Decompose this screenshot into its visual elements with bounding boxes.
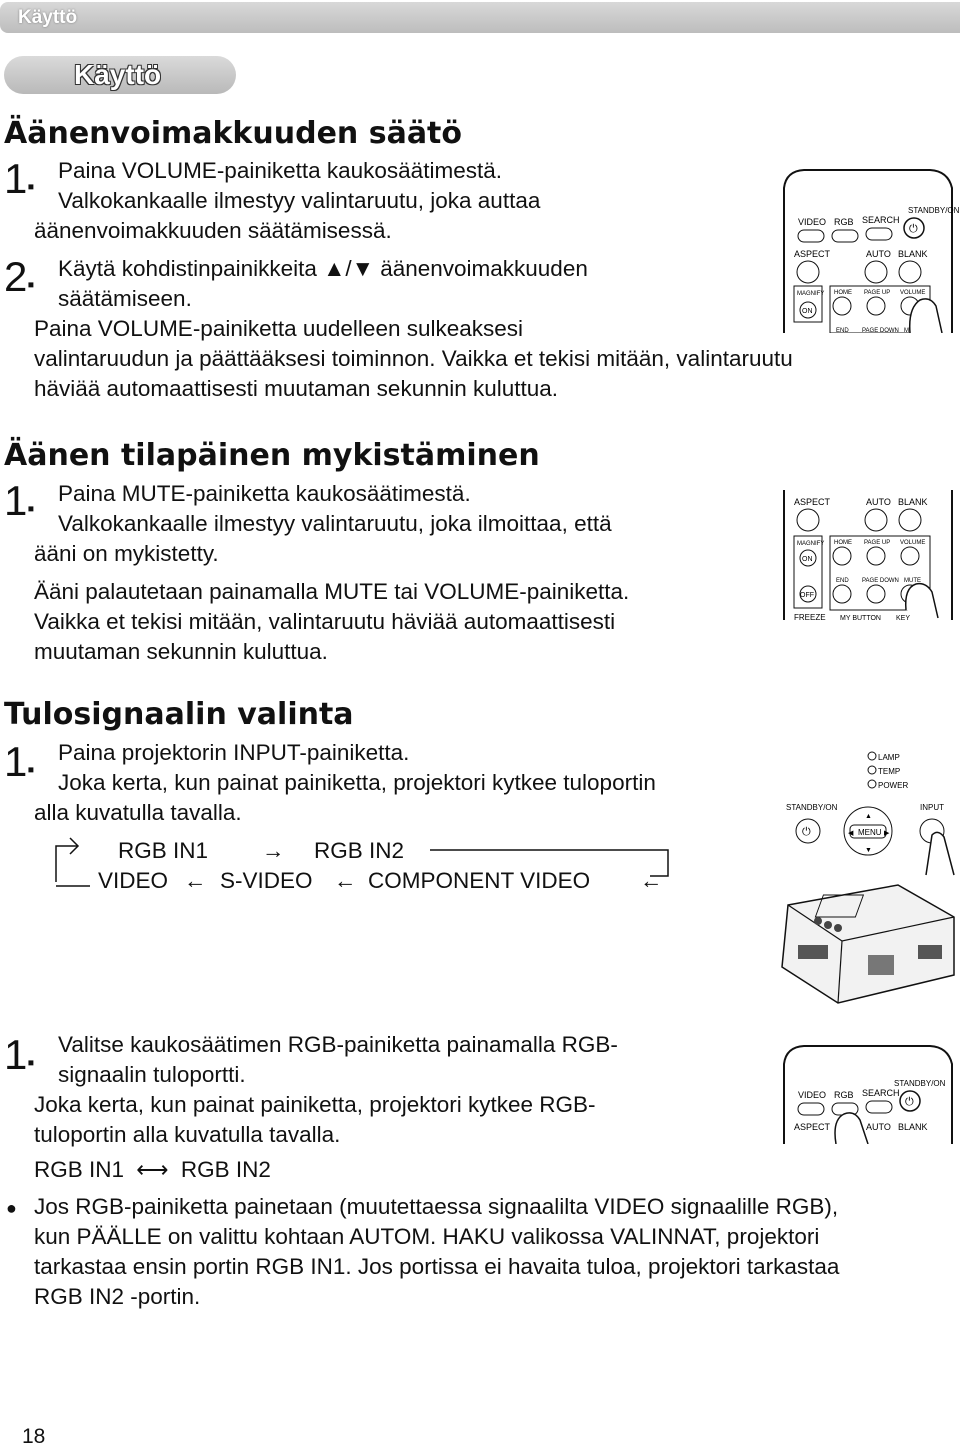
section-title-mute: Äänen tilapäinen mykistäminen [4,438,540,473]
cycle-svideo: S-VIDEO [220,868,313,893]
svg-text:ON: ON [802,308,813,315]
svg-text:ASPECT: ASPECT [794,497,831,507]
svg-text:BLANK: BLANK [898,249,928,259]
svg-text:END: END [836,328,849,333]
svg-text:ASPECT: ASPECT [794,249,831,259]
rgb-toggle-arrow: ⟷ [136,1157,169,1182]
svg-text:ON: ON [802,556,813,563]
svg-text:MAGNIFY: MAGNIFY [797,541,825,547]
text-line: Käytä kohdistinpainikkeita ▲/▼ äänenvoimakkuuden [58,256,588,281]
step-number: 1▪ [4,738,35,785]
text-line: ääni on mykistetty. [34,541,219,566]
step-number: 1▪ [4,155,35,202]
cycle-arrow-left: ← [334,868,357,893]
text-line: Joka kerta, kun painat painiketta, projektori kytkee tuloportin [58,770,656,795]
svg-text:VIDEO: VIDEO [798,1090,827,1100]
text-line: äänenvoimakkuuden säätämisessä. [34,218,392,243]
page-number: 18 [22,1425,46,1448]
projector-panel-illustration [778,745,960,1005]
svg-text:◀: ◀ [848,830,854,837]
svg-text:KEY: KEY [896,615,911,622]
rgb-toggle-b: RGB IN2 [180,1157,271,1182]
text-line: valintaruudun ja päättääksesi toiminnon. Vaikka et tekisi mitään, valintaruutu [34,346,793,371]
note-line: Jos RGB-painiketta painetaan (muutettaessa signaalilta VIDEO signaalille RGB), [34,1194,839,1219]
svg-text:PAGE UP: PAGE UP [864,540,891,546]
text-line: tuloportin alla kuvatulla tavalla. [34,1122,341,1147]
svg-text:MY BUTTON: MY BUTTON [840,615,881,622]
remote-rgb-illustration [780,1044,960,1144]
input-cycle-diagram [50,836,680,896]
cycle-rgb-in1: RGB IN1 [118,838,209,863]
text-line: muutaman sekunnin kuluttua. [34,639,328,664]
svg-text:POWER: POWER [878,781,909,790]
svg-text:FREEZE: FREEZE [794,613,826,622]
rgb-toggle [34,1155,271,1185]
note-line: kun PÄÄLLE on valittu kohtaan AUTOM. HAKU valikossa VALINNAT, projektori [34,1224,820,1249]
step-number: 1▪ [4,1031,35,1078]
step-number: 1▪ [4,477,35,524]
svg-text:M: M [904,328,909,333]
svg-text:PAGE UP: PAGE UP [864,290,891,296]
note-line: RGB IN2 -portin. [34,1284,201,1309]
text-line: Valkokankaalle ilmestyy valintaruutu, joka auttaa [58,188,541,213]
text-line: Valitse kaukosäätimen RGB-painiketta painamalla RGB- [58,1032,618,1057]
svg-text:HOME: HOME [834,540,852,546]
svg-text:▼: ▼ [865,847,872,854]
rgb-toggle-a: RGB IN1 [34,1157,125,1182]
svg-text:TEMP: TEMP [878,767,901,776]
svg-text:⏻: ⏻ [905,1096,914,1108]
text-line: Paina VOLUME-painiketta uudelleen sulkeaksesi [34,316,524,341]
svg-text:AUTO: AUTO [866,497,891,507]
text-line: Joka kerta, kun painat painiketta, projektori kytkee RGB- [34,1092,596,1117]
svg-text:PAGE DOWN: PAGE DOWN [862,328,899,333]
text-line: säätämiseen. [58,286,192,311]
remote-mute-illustration [780,490,960,625]
section-title-volume: Äänenvoimakkuuden säätö [4,116,463,151]
svg-text:OFF: OFF [800,592,814,599]
cycle-arrow-left: ← [184,868,207,893]
bullet-dot: ● [6,1198,17,1218]
svg-text:LAMP: LAMP [878,753,900,762]
svg-text:BLANK: BLANK [898,1122,928,1132]
svg-text:▶: ▶ [884,830,890,837]
svg-text:INPUT: INPUT [920,803,944,812]
cycle-rgb-in2: RGB IN2 [314,838,405,863]
svg-text:SEARCH: SEARCH [862,215,900,225]
svg-text:BLANK: BLANK [898,497,928,507]
svg-text:STANDBY/ON: STANDBY/ON [786,803,838,812]
svg-text:▲: ▲ [865,813,872,820]
svg-text:STANDBY/ON: STANDBY/ON [908,206,960,215]
svg-text:SEARCH: SEARCH [862,1088,900,1098]
svg-text:AUTO: AUTO [866,1122,891,1132]
header-bar [0,2,960,33]
svg-text:ASPECT: ASPECT [794,1122,831,1132]
svg-text:MUTE: MUTE [904,578,921,584]
text-line: häviää automaattisesti muutaman sekunnin kuluttua. [34,376,559,401]
svg-text:END: END [836,578,849,584]
cycle-arrow-right: → [262,838,285,863]
svg-text:RGB: RGB [834,217,854,227]
text-line: alla kuvatulla tavalla. [34,800,242,825]
svg-text:AUTO: AUTO [866,249,891,259]
svg-text:⏻: ⏻ [802,826,811,838]
cycle-video: VIDEO [98,868,169,893]
section-pill [4,56,236,94]
section-pill-label: Käyttö [74,59,162,90]
header-title: Käyttö [18,7,78,28]
svg-text:RGB: RGB [834,1090,854,1100]
svg-text:VOLUME: VOLUME [900,540,926,546]
step-number: 2▪ [4,253,35,300]
svg-text:PAGE DOWN: PAGE DOWN [862,578,899,584]
text-line: signaalin tuloportti. [58,1062,246,1087]
svg-text:STANDBY/ON: STANDBY/ON [894,1079,946,1088]
svg-text:VOLUME: VOLUME [900,290,926,296]
svg-text:VIDEO: VIDEO [798,217,827,227]
cycle-component: COMPONENT VIDEO [368,868,591,893]
section-title-input: Tulosignaalin valinta [4,697,354,732]
text-line: Paina projektorin INPUT-painiketta. [58,740,410,765]
svg-text:MENU: MENU [858,828,882,837]
note-line: tarkastaa ensin portin RGB IN1. Jos portissa ei havaita tuloa, projektori tarkastaa [34,1254,840,1279]
remote-volume-illustration [780,168,960,333]
text-line: Paina MUTE-painiketta kaukosäätimestä. [58,481,471,506]
svg-text:⏻: ⏻ [909,223,918,235]
text-line: Paina VOLUME-painiketta kaukosäätimestä. [58,158,502,183]
svg-text:HOME: HOME [834,290,852,296]
cycle-arrow-left: ← [640,868,663,893]
text-line: Ääni palautetaan painamalla MUTE tai VOLUME-painiketta. [34,579,630,604]
text-line: Valkokankaalle ilmestyy valintaruutu, joka ilmoittaa, että [58,511,612,536]
svg-text:MAGNIFY: MAGNIFY [797,291,825,297]
text-line: Vaikka et tekisi mitään, valintaruutu häviää automaattisesti [34,609,616,634]
